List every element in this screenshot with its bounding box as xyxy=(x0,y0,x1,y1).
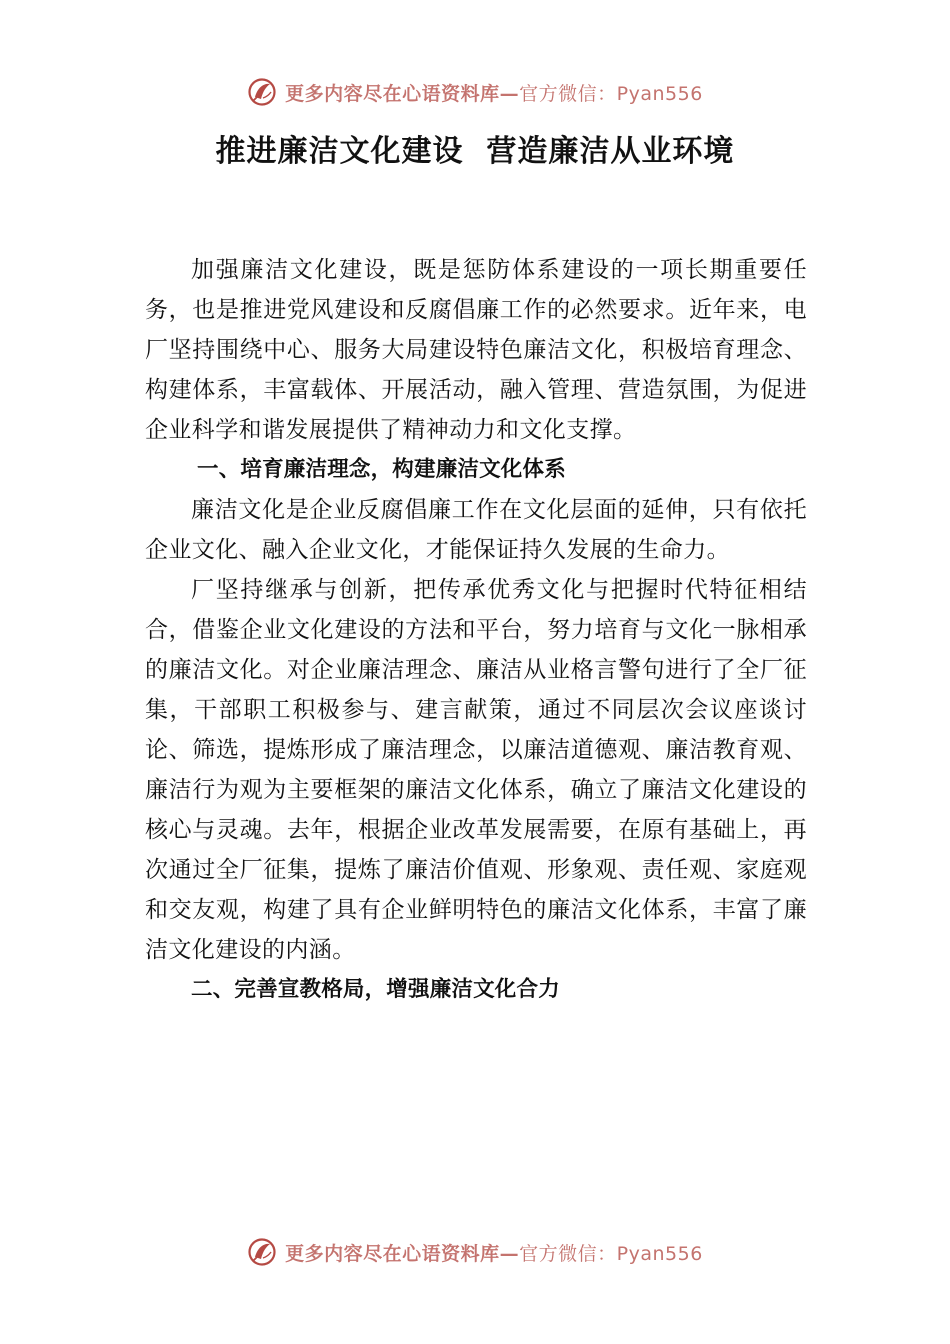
document-body xyxy=(145,250,807,1010)
watermark-banner-bottom xyxy=(0,1232,950,1272)
section-heading: 二、完善宣教格局，增强廉洁文化合力 xyxy=(191,977,560,1002)
watermark-text xyxy=(285,79,703,106)
watermark-contact: 官方微信：Pyan556 xyxy=(519,82,703,105)
watermark-prefix: 更多内容尽在心语资料库— xyxy=(285,82,520,105)
document-title: 推进廉洁文化建设 营造廉洁从业环境 xyxy=(215,134,735,169)
body-paragraph: 加强廉洁文化建设，既是惩防体系建设的一项长期重要任务，也是推进党风建设和反腐倡廉工作的必然要求。近年来，电厂坚持围绕中心、服务大局建设特色廉洁文化，积极培育理念、构建体系，丰富载体、开展活动，融入管理、营造氛围，为促进企业科学和谐发展提供了精神动力和文化支撑。 xyxy=(145,257,807,443)
body-paragraph: 廉洁文化是企业反腐倡廉工作在文化层面的延伸，只有依托企业文化、融入企业文化，才能保证持久发展的生命力。 xyxy=(145,497,807,563)
watermark-prefix: 更多内容尽在心语资料库— xyxy=(285,1242,520,1265)
watermark-banner-top xyxy=(0,72,950,112)
section-heading: 一、培育廉洁理念，构建廉洁文化体系 xyxy=(197,457,566,482)
library-logo-icon xyxy=(247,1237,277,1267)
library-logo-icon xyxy=(247,77,277,107)
watermark-contact: 官方微信：Pyan556 xyxy=(519,1242,703,1265)
body-paragraph: 厂坚持继承与创新，把传承优秀文化与把握时代特征相结合，借鉴企业文化建设的方法和平台，努力培育与文化一脉相承的廉洁文化。对企业廉洁理念、廉洁从业格言警句进行了全厂征集，干部职工积极参与、建言献策，通过不同层次会议座谈讨论、筛选，提炼形成了廉洁理念，以廉洁道德观、廉洁教育观、廉洁行为观为主要框架的廉洁文化体系，确立了廉洁文化建设的核心与灵魂。去年，根据企业改革发展需要，在原有基础上，再次通过全厂征集，提炼了廉洁价值观、形象观、责任观、家庭观和交友观，构建了具有企业鲜明特色的廉洁文化体系，丰富了廉洁文化建设的内涵。 xyxy=(145,577,807,963)
watermark-text xyxy=(285,1239,703,1266)
